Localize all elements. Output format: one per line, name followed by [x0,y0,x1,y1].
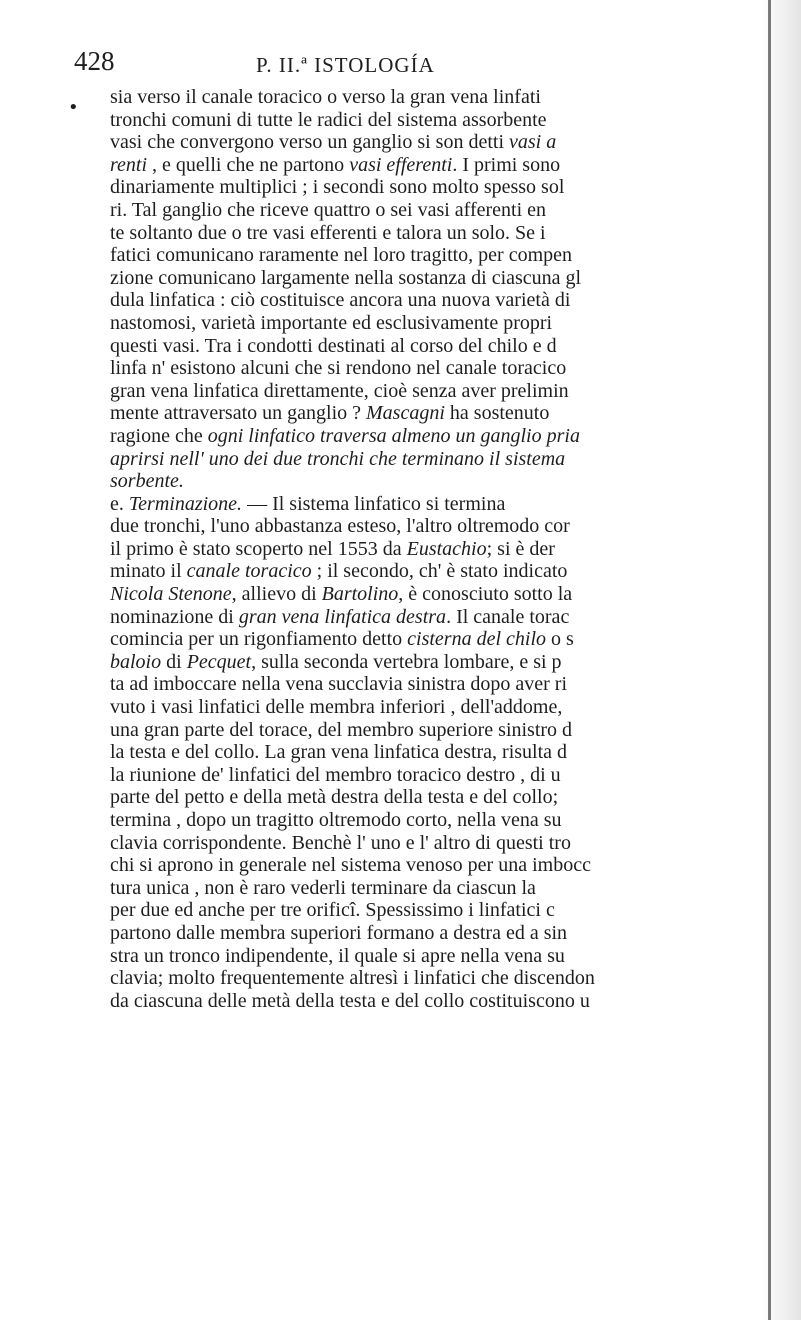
text-segment: clavia; molto frequentemente altresì i linfatici che discendon [110,967,595,990]
text-line [110,854,762,877]
text-line [110,719,762,742]
text-segment: cisterna del chilo [407,628,546,651]
text-segment: e. [110,492,129,515]
page-header [74,46,734,86]
text-segment: due tronchi, l'uno abbastanza esteso, l'altro oltremodo cor [110,515,570,538]
text-segment: minato il [110,560,187,583]
text-segment: una gran parte del torace, del membro superiore sinistro d [110,718,573,741]
text-line [110,651,762,674]
text-segment: tronchi comuni di tutte le radici del sistema assorbente [110,108,547,131]
text-line [110,222,762,245]
text-line [110,899,762,922]
text-line [110,696,762,719]
text-line [110,538,762,561]
text-segment: Bartolino [321,583,399,606]
text-segment: , allievo di [231,583,322,606]
text-segment: Mascagni [366,402,445,425]
text-segment: stra un tronco indipendente, il quale si apre nella vena su [110,944,565,967]
text-segment: gran vena linfatica direttamente, cioè senza aver prelimin [110,379,569,402]
text-segment: , sulla seconda vertebra lombare, e si p [251,650,562,673]
text-line [110,764,762,787]
text-segment: gran vena linfatica destra [238,605,447,628]
text-line [110,154,762,177]
text-line [110,199,762,222]
margin-bullet: • [68,97,79,118]
text-segment: mente attraversato un ganglio ? [110,402,367,425]
text-line [110,515,762,538]
text-line [110,945,762,968]
text-line [110,628,762,651]
text-segment: , è conosciuto sotto la [398,583,573,606]
text-line [110,86,762,109]
text-line [110,244,762,267]
text-segment: questi vasi. Tra i condotti destinati al corso del chilo e d [110,334,557,357]
text-line [110,922,762,945]
text-segment: nastomosi, varietà importante ed esclusivamente propri [110,311,553,334]
text-segment: da ciascuna delle metà della testa e del collo costituiscono u [110,989,590,1012]
text-line [110,877,762,900]
text-segment: tura unica , non è raro vederli terminare da ciascun la [110,876,536,899]
text-line [110,493,762,516]
text-segment: la riunione de' linfatici del membro toracico destro , di u [110,763,561,786]
text-segment: Nicola Stenone [110,583,232,606]
text-segment: Terminazione. [128,492,243,515]
text-segment: vasi che convergono verso un ganglio si son detti [110,131,510,154]
text-segment: termina , dopo un tragitto oltremodo corto, nella vena su [110,809,562,831]
text-segment: ragione che [110,424,208,447]
text-segment: per due ed anche per tre orificî. Spessissimo i linfatici c [110,899,555,922]
text-segment: il primo è stato scoperto nel 1553 da [110,537,407,560]
text-segment: — Il sistema linfatico si termina [242,492,506,515]
text-line [110,809,762,832]
text-segment: renti [110,153,148,176]
text-segment: te soltanto due o tre vasi efferenti e talora un solo. Se i [110,221,546,244]
text-line [110,425,762,448]
text-line [110,967,762,990]
text-segment: ri. Tal ganglio che riceve quattro o sei vasi afferenti en [110,198,547,221]
text-line [110,741,762,764]
text-segment: comincia per un rigonfiamento detto [110,628,408,651]
text-line [110,832,762,855]
text-segment: dinariamente multiplici ; i secondi sono molto spesso sol [110,176,565,199]
text-line [110,673,762,696]
binding-gutter [761,0,801,1320]
text-line [110,560,762,583]
text-segment: ; si è der [486,537,555,560]
text-segment: nominazione di [110,605,239,628]
text-line [110,583,762,606]
text-segment: aprirsi nell' uno dei due tronchi che terminano il sistema [110,447,566,470]
text-segment: vasi a [509,131,557,154]
text-segment: vuto i vasi linfatici delle membra inferiori , dell'addome, [110,696,563,719]
text-segment: Pecquet [186,650,252,673]
binding-edge [768,0,771,1320]
text-segment: Eustachio [406,537,487,560]
text-line [110,606,762,629]
text-line [110,990,762,1013]
text-line [110,380,762,403]
text-segment: partono dalle membra superiori formano a destra ed a sin [110,921,568,944]
text-segment: baloio [110,650,162,673]
text-segment: dula linfatica : ciò costituisce ancora una nuova varietà di [110,289,571,312]
text-segment: o s [546,628,574,651]
text-segment: canale toracico [186,560,312,583]
text-line [110,131,762,154]
text-segment: ha sostenuto [444,402,550,425]
text-line [110,109,762,132]
text-segment: fatici comunicano raramente nel loro tragitto, per compen [110,244,573,267]
text-line [110,176,762,199]
text-segment: parte del petto e della metà destra della testa e del collo; [110,786,559,809]
running-title: P. II.ª ISTOLOGÍA [256,53,435,77]
text-segment: , e quelli che ne partono [147,153,350,176]
text-segment: linfa n' esistono alcuni che si rendono nel canale toracico [110,357,567,380]
text-line [110,267,762,290]
text-line [110,786,762,809]
text-segment: zione comunicano largamente nella sostanza di ciascuna gl [110,266,582,289]
text-line [110,289,762,312]
text-segment: sorbente. [110,470,184,493]
text-segment: ; il secondo, ch' è stato indicato [311,560,568,583]
text-segment: clavia corrispondente. Benchè l' uno e l' altro di questi tro [110,831,571,854]
text-line [110,470,762,493]
text-line [110,312,762,335]
text-segment: ta ad imboccare nella vena succlavia sinistra dopo aver ri [110,673,568,696]
text-segment: . Il canale torac [446,605,570,628]
text-segment: di [161,650,187,673]
text-segment: sia verso il canale toracico o verso la gran vena linfati [110,86,541,108]
body-text [110,86,762,1012]
text-segment: ogni linfatico traversa almeno un ganglio pria [207,424,580,447]
text-line [110,357,762,380]
text-line [110,448,762,471]
page-number: 428 [74,46,115,76]
text-line [110,402,762,425]
text-segment: . I primi sono [452,153,561,176]
text-line [110,335,762,358]
text-segment: la testa e del collo. La gran vena linfatica destra, risulta d [110,741,568,764]
text-segment: chi si aprono in generale nel sistema venoso per una imbocc [110,854,591,877]
text-segment: vasi efferenti [349,153,453,176]
